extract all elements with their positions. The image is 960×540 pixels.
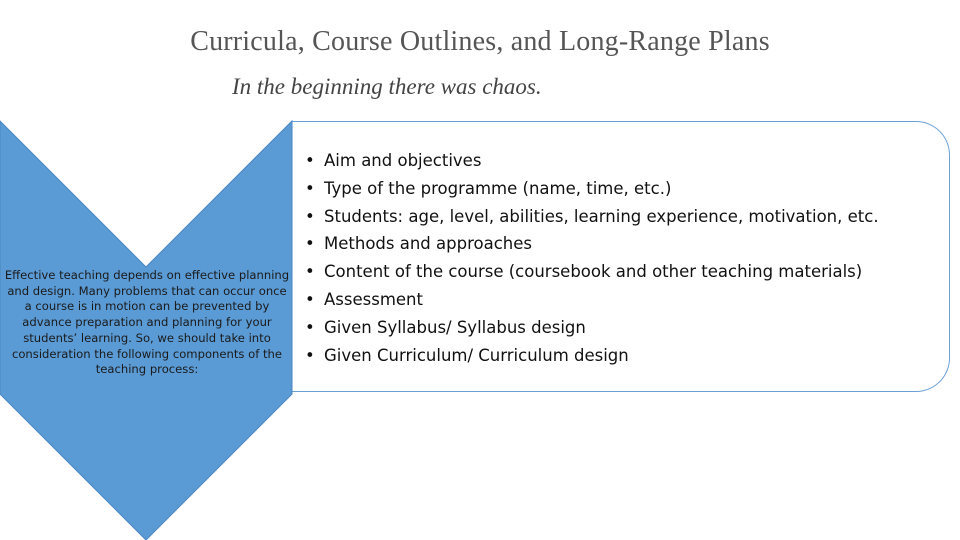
bullet-icon: •: [305, 345, 315, 365]
list-item-text: Methods and approaches: [324, 234, 532, 254]
list-item: [305, 314, 879, 342]
slide-title: Curricula, Course Outlines, and Long-Range Plans: [190, 26, 770, 57]
bullet-icon: •: [305, 262, 315, 282]
list-item: [305, 175, 879, 203]
list-item: [305, 286, 879, 314]
list-item: [305, 258, 879, 286]
list-item: [305, 342, 879, 370]
list-item: [305, 147, 879, 175]
list-item-text: Assessment: [324, 289, 423, 309]
list-item-text: Type of the programme (name, time, etc.): [324, 178, 672, 198]
list-item: [305, 230, 879, 258]
bullet-icon: •: [305, 178, 315, 198]
list-item-text: Given Curriculum/ Curriculum design: [324, 345, 629, 365]
bullet-icon: •: [305, 289, 315, 309]
bullet-icon: •: [305, 206, 315, 226]
list-item-text: Students: age, level, abilities, learning experience, motivation, etc.: [324, 206, 879, 226]
list-item: [305, 203, 879, 231]
intro-paragraph: Effective teaching depends on effective planning and design. Many problems that can occur once a course is in motion can be prevented by advance preparation and planning for your students’ learning. So, we should take into consideration the following components of the teaching process:: [4, 268, 290, 377]
slide-subtitle: In the beginning there was chaos.: [232, 74, 542, 99]
bullet-icon: •: [305, 151, 315, 170]
bullet-icon: •: [305, 317, 315, 337]
components-list: [305, 147, 879, 369]
list-item-text: Aim and objectives: [324, 151, 482, 170]
list-item-text: Content of the course (coursebook and other teaching materials): [324, 262, 863, 282]
bullet-icon: •: [305, 234, 315, 254]
list-item-text: Given Syllabus/ Syllabus design: [324, 317, 586, 337]
